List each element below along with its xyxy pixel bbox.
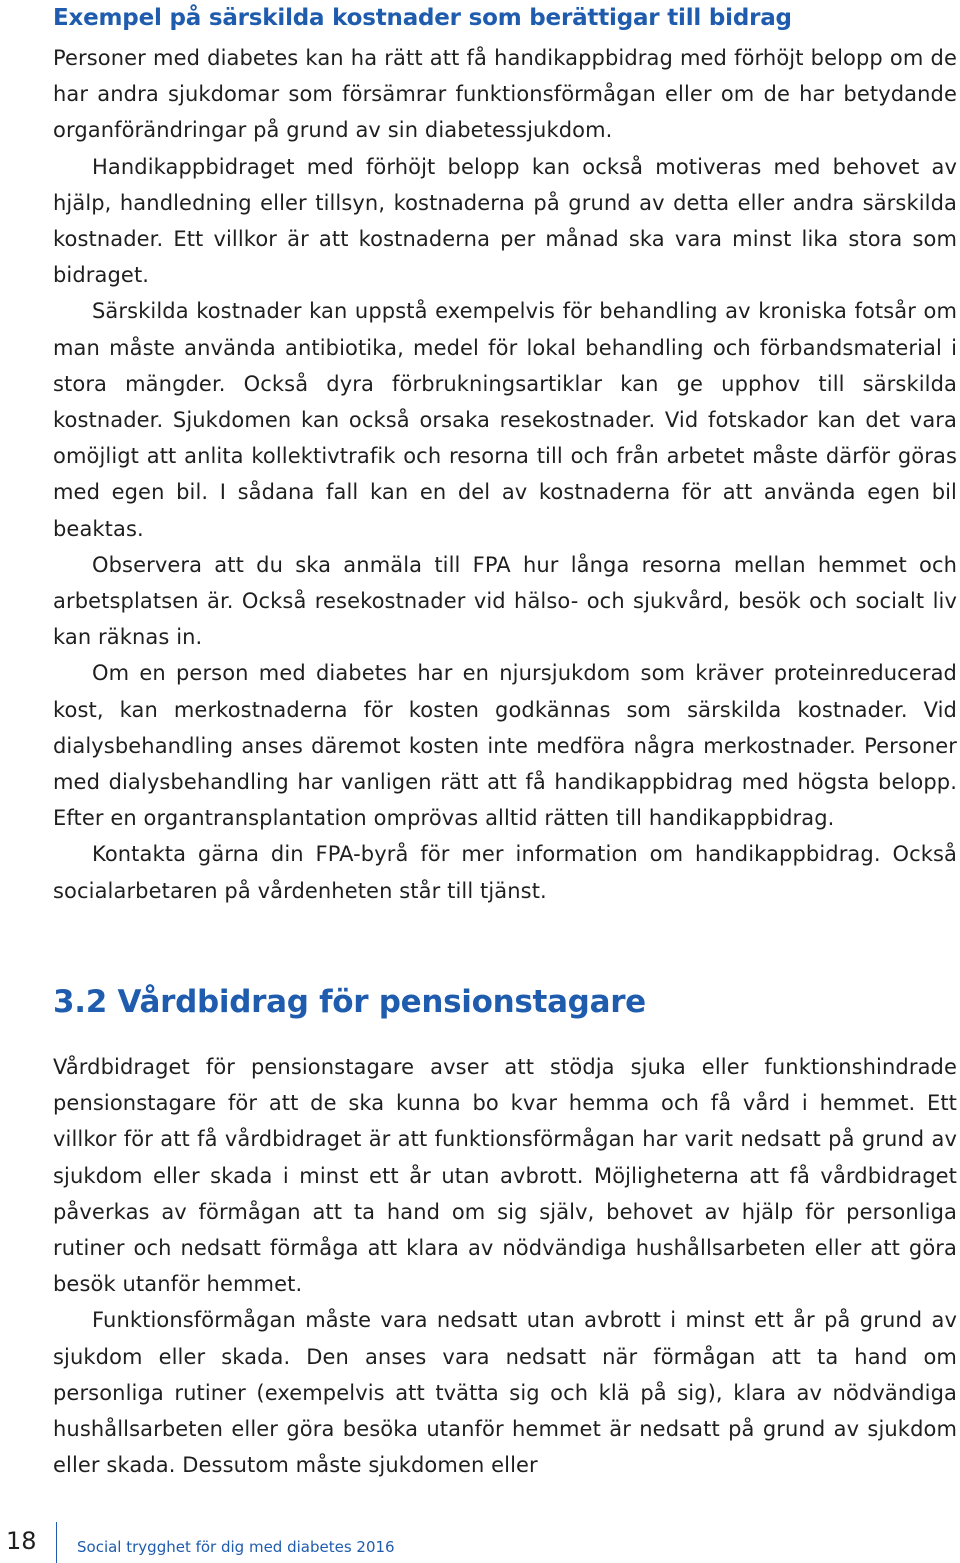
paragraph: Vårdbidraget för pensionstagare avser att stödja sjuka eller funktionshindrade pensionstagare för att de ska kunna bo kvar hemma och få vård i hemmet. Ett villkor för att få vårdbidraget är att funktionsförmågan har varit nedsatt på grund av sjukdom eller skada i minst ett år utan avbrott. Möjligheterna att få vårdbidraget påverkas av förmågan att ta hand om sig själv, behovet av hjälp för personliga rutiner och nedsatt förmåga att klara av nödvändiga hushållsarbeten eller att göra besök utanför hemmet. <box>53 1055 957 1297</box>
footer-divider <box>56 1522 57 1563</box>
page-content <box>53 0 957 1478</box>
paragraph: Funktionsförmågan måste vara nedsatt utan avbrott i minst ett år på grund av sjukdom eller skada. Den anses vara nedsatt när förmågan att ta hand om personliga rutiner (exempelvis att tvätta sig och klä på sig), klara av nödvändiga hushållsarbeten eller göra besöka utanför hemmet är nedsatt på grund av sjukdom eller skada. Dessutom måste sjukdomen eller <box>53 1308 957 1478</box>
paragraph: Kontakta gärna din FPA-byrå för mer information om handikappbidrag. Också socialarbetaren på vårdenheten står till tjänst. <box>53 842 957 903</box>
section-body <box>53 1049 957 1483</box>
subsection-heading: Exempel på särskilda kostnader som berättigar till bidrag <box>53 5 792 31</box>
page-number: 18 <box>6 1527 37 1555</box>
footer-title: Social trygghet för dig med diabetes 2016 <box>77 1538 395 1556</box>
paragraph: Särskilda kostnader kan uppstå exempelvis för behandling av kroniska fotsår om man måste använda antibiotika, medel för lokal behandling och förbandsmaterial i stora mängder. Också dyra förbrukningsartiklar kan ge upphov till särskilda kostnader. Sjukdomen kan också orsaka resekostnader. Vid fotskador kan det vara omöjligt att anlita kollektivtrafik och resorna till och från arbetet måste därför göras med egen bil. I sådana fall kan en del av kostnaderna för att använda egen bil beaktas. <box>53 299 957 541</box>
paragraph: Personer med diabetes kan ha rätt att få handikappbidrag med förhöjt belopp om de har andra sjukdomar som försämrar funktionsförmågan eller om de har betydande organförändringar på grund av sin diabetessjukdom. <box>53 46 957 143</box>
body-block <box>53 40 957 909</box>
paragraph: Handikappbidraget med förhöjt belopp kan också motiveras med behovet av hjälp, handledning eller tillsyn, kostnaderna på grund av detta eller andra särskilda kostnader. Ett villkor är att kostnaderna per månad ska vara minst lika stora som bidraget. <box>53 154 957 288</box>
paragraph: Om en person med diabetes har en njursjukdom som kräver proteinreducerad kost, kan merkostnaderna för kosten godkännas som särskilda kostnader. Vid dialysbehandling anses däremot kosten inte medföra några merkostnader. Personer med dialysbehandling har vanligen rätt att få handikappbidrag med högsta belopp. Efter en organtransplantation omprövas alltid rätten till handikappbidrag. <box>53 661 957 831</box>
section-title: 3.2 Vårdbidrag för pensionstagare <box>53 984 646 1020</box>
paragraph: Observera att du ska anmäla till FPA hur långa resorna mellan hemmet och arbetsplatsen är. Också resekostnader vid hälso- och sjukvård, besök och socialt liv kan räknas in. <box>53 552 957 650</box>
